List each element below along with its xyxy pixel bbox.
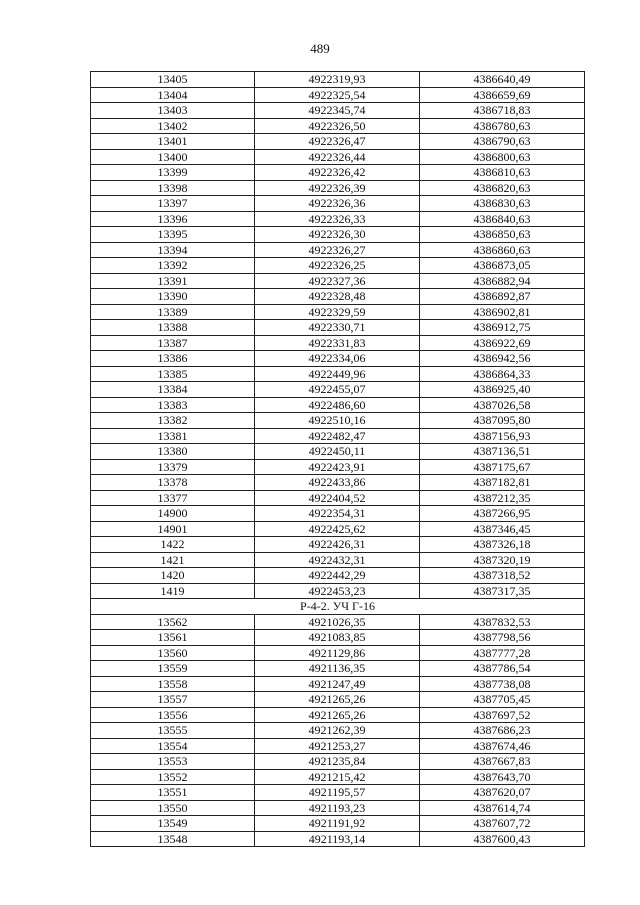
y-coordinate-cell: 4386780,63 bbox=[420, 118, 585, 134]
x-coordinate-cell: 4921265,26 bbox=[255, 707, 420, 723]
point-number-cell: 13555 bbox=[91, 723, 255, 739]
y-coordinate-cell: 4387667,83 bbox=[420, 754, 585, 770]
table-row bbox=[91, 165, 585, 181]
coordinates-table bbox=[90, 71, 585, 847]
point-number-cell: 14900 bbox=[91, 506, 255, 522]
y-coordinate-cell: 4386810,63 bbox=[420, 165, 585, 181]
point-number-cell: 13550 bbox=[91, 800, 255, 816]
table-row bbox=[91, 289, 585, 305]
point-number-cell: 13395 bbox=[91, 227, 255, 243]
point-number-cell: 13381 bbox=[91, 428, 255, 444]
point-number-cell: 1419 bbox=[91, 583, 255, 599]
point-number-cell: 13548 bbox=[91, 831, 255, 847]
point-number-cell: 13397 bbox=[91, 196, 255, 212]
y-coordinate-cell: 4387674,46 bbox=[420, 738, 585, 754]
y-coordinate-cell: 4387738,08 bbox=[420, 676, 585, 692]
point-number-cell: 1420 bbox=[91, 568, 255, 584]
table-row bbox=[91, 196, 585, 212]
y-coordinate-cell: 4386942,56 bbox=[420, 351, 585, 367]
table-row bbox=[91, 459, 585, 475]
table-row bbox=[91, 227, 585, 243]
x-coordinate-cell: 4922326,42 bbox=[255, 165, 420, 181]
coordinates-table-body bbox=[91, 72, 585, 847]
point-number-cell: 13377 bbox=[91, 490, 255, 506]
point-number-cell: 13561 bbox=[91, 630, 255, 646]
table-row bbox=[91, 87, 585, 103]
table-row bbox=[91, 800, 585, 816]
x-coordinate-cell: 4922404,52 bbox=[255, 490, 420, 506]
point-number-cell: 13560 bbox=[91, 645, 255, 661]
x-coordinate-cell: 4922486,60 bbox=[255, 397, 420, 413]
y-coordinate-cell: 4387317,35 bbox=[420, 583, 585, 599]
table-row bbox=[91, 754, 585, 770]
y-coordinate-cell: 4387182,81 bbox=[420, 475, 585, 491]
x-coordinate-cell: 4922450,11 bbox=[255, 444, 420, 460]
x-coordinate-cell: 4922329,59 bbox=[255, 304, 420, 320]
x-coordinate-cell: 4922442,29 bbox=[255, 568, 420, 584]
y-coordinate-cell: 4386659,69 bbox=[420, 87, 585, 103]
table-row bbox=[91, 552, 585, 568]
point-number-cell: 13549 bbox=[91, 816, 255, 832]
y-coordinate-cell: 4386892,87 bbox=[420, 289, 585, 305]
y-coordinate-cell: 4386850,63 bbox=[420, 227, 585, 243]
point-number-cell: 13385 bbox=[91, 366, 255, 382]
table-row bbox=[91, 490, 585, 506]
y-coordinate-cell: 4387095,80 bbox=[420, 413, 585, 429]
x-coordinate-cell: 4922334,06 bbox=[255, 351, 420, 367]
table-row bbox=[91, 211, 585, 227]
point-number-cell: 13403 bbox=[91, 103, 255, 119]
section-heading-row bbox=[91, 599, 585, 615]
y-coordinate-cell: 4387705,45 bbox=[420, 692, 585, 708]
x-coordinate-cell: 4922449,96 bbox=[255, 366, 420, 382]
x-coordinate-cell: 4922326,36 bbox=[255, 196, 420, 212]
y-coordinate-cell: 4387026,58 bbox=[420, 397, 585, 413]
y-coordinate-cell: 4387156,93 bbox=[420, 428, 585, 444]
y-coordinate-cell: 4387266,95 bbox=[420, 506, 585, 522]
point-number-cell: 13553 bbox=[91, 754, 255, 770]
x-coordinate-cell: 4922319,93 bbox=[255, 72, 420, 88]
point-number-cell: 13394 bbox=[91, 242, 255, 258]
x-coordinate-cell: 4922328,48 bbox=[255, 289, 420, 305]
table-row bbox=[91, 258, 585, 274]
y-coordinate-cell: 4387326,18 bbox=[420, 537, 585, 553]
x-coordinate-cell: 4922345,74 bbox=[255, 103, 420, 119]
table-row bbox=[91, 180, 585, 196]
x-coordinate-cell: 4922426,31 bbox=[255, 537, 420, 553]
x-coordinate-cell: 4922326,50 bbox=[255, 118, 420, 134]
x-coordinate-cell: 4921193,23 bbox=[255, 800, 420, 816]
y-coordinate-cell: 4386912,75 bbox=[420, 320, 585, 336]
point-number-cell: 13401 bbox=[91, 134, 255, 150]
table-row bbox=[91, 444, 585, 460]
x-coordinate-cell: 4922455,07 bbox=[255, 382, 420, 398]
table-row bbox=[91, 72, 585, 88]
x-coordinate-cell: 4922325,54 bbox=[255, 87, 420, 103]
point-number-cell: 13392 bbox=[91, 258, 255, 274]
section-heading: Р-4-2. УЧ Г-16 bbox=[91, 599, 585, 615]
y-coordinate-cell: 4387600,43 bbox=[420, 831, 585, 847]
x-coordinate-cell: 4922423,91 bbox=[255, 459, 420, 475]
table-row bbox=[91, 723, 585, 739]
x-coordinate-cell: 4922482,47 bbox=[255, 428, 420, 444]
point-number-cell: 13390 bbox=[91, 289, 255, 305]
table-row bbox=[91, 397, 585, 413]
table-row bbox=[91, 382, 585, 398]
point-number-cell: 1421 bbox=[91, 552, 255, 568]
x-coordinate-cell: 4922453,23 bbox=[255, 583, 420, 599]
x-coordinate-cell: 4921129,86 bbox=[255, 645, 420, 661]
x-coordinate-cell: 4922330,71 bbox=[255, 320, 420, 336]
point-number-cell: 13562 bbox=[91, 614, 255, 630]
x-coordinate-cell: 4922327,36 bbox=[255, 273, 420, 289]
x-coordinate-cell: 4922326,27 bbox=[255, 242, 420, 258]
table-row bbox=[91, 273, 585, 289]
y-coordinate-cell: 4387607,72 bbox=[420, 816, 585, 832]
point-number-cell: 13556 bbox=[91, 707, 255, 723]
y-coordinate-cell: 4386902,81 bbox=[420, 304, 585, 320]
table-row bbox=[91, 242, 585, 258]
point-number-cell: 13398 bbox=[91, 180, 255, 196]
y-coordinate-cell: 4387614,74 bbox=[420, 800, 585, 816]
point-number-cell: 13380 bbox=[91, 444, 255, 460]
point-number-cell: 13404 bbox=[91, 87, 255, 103]
table-row bbox=[91, 475, 585, 491]
y-coordinate-cell: 4386830,63 bbox=[420, 196, 585, 212]
y-coordinate-cell: 4387320,19 bbox=[420, 552, 585, 568]
x-coordinate-cell: 4922425,62 bbox=[255, 521, 420, 537]
y-coordinate-cell: 4386790,63 bbox=[420, 134, 585, 150]
point-number-cell: 13396 bbox=[91, 211, 255, 227]
point-number-cell: 13402 bbox=[91, 118, 255, 134]
table-row bbox=[91, 335, 585, 351]
table-row bbox=[91, 149, 585, 165]
y-coordinate-cell: 4386718,83 bbox=[420, 103, 585, 119]
point-number-cell: 13559 bbox=[91, 661, 255, 677]
x-coordinate-cell: 4922510,16 bbox=[255, 413, 420, 429]
table-row bbox=[91, 707, 585, 723]
table-row bbox=[91, 816, 585, 832]
x-coordinate-cell: 4922326,30 bbox=[255, 227, 420, 243]
table-row bbox=[91, 304, 585, 320]
table-row bbox=[91, 676, 585, 692]
table-row bbox=[91, 506, 585, 522]
x-coordinate-cell: 4921253,27 bbox=[255, 738, 420, 754]
y-coordinate-cell: 4387786,54 bbox=[420, 661, 585, 677]
table-row bbox=[91, 583, 585, 599]
y-coordinate-cell: 4386925,40 bbox=[420, 382, 585, 398]
x-coordinate-cell: 4922326,39 bbox=[255, 180, 420, 196]
table-row bbox=[91, 413, 585, 429]
x-coordinate-cell: 4922326,33 bbox=[255, 211, 420, 227]
x-coordinate-cell: 4921265,26 bbox=[255, 692, 420, 708]
table-row bbox=[91, 692, 585, 708]
x-coordinate-cell: 4922326,44 bbox=[255, 149, 420, 165]
x-coordinate-cell: 4921195,57 bbox=[255, 785, 420, 801]
x-coordinate-cell: 4921026,35 bbox=[255, 614, 420, 630]
point-number-cell: 13391 bbox=[91, 273, 255, 289]
table-row bbox=[91, 661, 585, 677]
table-row bbox=[91, 521, 585, 537]
y-coordinate-cell: 4387697,52 bbox=[420, 707, 585, 723]
y-coordinate-cell: 4387212,35 bbox=[420, 490, 585, 506]
point-number-cell: 13557 bbox=[91, 692, 255, 708]
x-coordinate-cell: 4922433,86 bbox=[255, 475, 420, 491]
x-coordinate-cell: 4921191,92 bbox=[255, 816, 420, 832]
y-coordinate-cell: 4386840,63 bbox=[420, 211, 585, 227]
y-coordinate-cell: 4387620,07 bbox=[420, 785, 585, 801]
point-number-cell: 13386 bbox=[91, 351, 255, 367]
x-coordinate-cell: 4921247,49 bbox=[255, 676, 420, 692]
y-coordinate-cell: 4386922,69 bbox=[420, 335, 585, 351]
table-row bbox=[91, 134, 585, 150]
point-number-cell: 1422 bbox=[91, 537, 255, 553]
point-number-cell: 13387 bbox=[91, 335, 255, 351]
table-row bbox=[91, 351, 585, 367]
x-coordinate-cell: 4921136,35 bbox=[255, 661, 420, 677]
point-number-cell: 13384 bbox=[91, 382, 255, 398]
x-coordinate-cell: 4921083,85 bbox=[255, 630, 420, 646]
x-coordinate-cell: 4922354,31 bbox=[255, 506, 420, 522]
x-coordinate-cell: 4922326,25 bbox=[255, 258, 420, 274]
y-coordinate-cell: 4386864,33 bbox=[420, 366, 585, 382]
y-coordinate-cell: 4386640,49 bbox=[420, 72, 585, 88]
x-coordinate-cell: 4922326,47 bbox=[255, 134, 420, 150]
point-number-cell: 13400 bbox=[91, 149, 255, 165]
table-row bbox=[91, 568, 585, 584]
point-number-cell: 13382 bbox=[91, 413, 255, 429]
table-row bbox=[91, 645, 585, 661]
y-coordinate-cell: 4386800,63 bbox=[420, 149, 585, 165]
table-row bbox=[91, 769, 585, 785]
table-row bbox=[91, 537, 585, 553]
table-row bbox=[91, 831, 585, 847]
point-number-cell: 13389 bbox=[91, 304, 255, 320]
point-number-cell: 13558 bbox=[91, 676, 255, 692]
point-number-cell: 13378 bbox=[91, 475, 255, 491]
point-number-cell: 13383 bbox=[91, 397, 255, 413]
y-coordinate-cell: 4387136,51 bbox=[420, 444, 585, 460]
table-row bbox=[91, 614, 585, 630]
y-coordinate-cell: 4387643,70 bbox=[420, 769, 585, 785]
y-coordinate-cell: 4386882,94 bbox=[420, 273, 585, 289]
point-number-cell: 13388 bbox=[91, 320, 255, 336]
point-number-cell: 13405 bbox=[91, 72, 255, 88]
x-coordinate-cell: 4921215,42 bbox=[255, 769, 420, 785]
table-row bbox=[91, 428, 585, 444]
y-coordinate-cell: 4386820,63 bbox=[420, 180, 585, 196]
table-row bbox=[91, 785, 585, 801]
y-coordinate-cell: 4387798,56 bbox=[420, 630, 585, 646]
point-number-cell: 13552 bbox=[91, 769, 255, 785]
y-coordinate-cell: 4386860,63 bbox=[420, 242, 585, 258]
x-coordinate-cell: 4921193,14 bbox=[255, 831, 420, 847]
point-number-cell: 13551 bbox=[91, 785, 255, 801]
table-row bbox=[91, 366, 585, 382]
table-row bbox=[91, 630, 585, 646]
y-coordinate-cell: 4387686,23 bbox=[420, 723, 585, 739]
table-row bbox=[91, 118, 585, 134]
y-coordinate-cell: 4387777,28 bbox=[420, 645, 585, 661]
x-coordinate-cell: 4922432,31 bbox=[255, 552, 420, 568]
table-row bbox=[91, 103, 585, 119]
page-number: 489 bbox=[310, 41, 330, 56]
y-coordinate-cell: 4387346,45 bbox=[420, 521, 585, 537]
point-number-cell: 13379 bbox=[91, 459, 255, 475]
x-coordinate-cell: 4922331,83 bbox=[255, 335, 420, 351]
x-coordinate-cell: 4921262,39 bbox=[255, 723, 420, 739]
table-row bbox=[91, 738, 585, 754]
y-coordinate-cell: 4386873,05 bbox=[420, 258, 585, 274]
point-number-cell: 14901 bbox=[91, 521, 255, 537]
y-coordinate-cell: 4387175,67 bbox=[420, 459, 585, 475]
point-number-cell: 13399 bbox=[91, 165, 255, 181]
y-coordinate-cell: 4387832,53 bbox=[420, 614, 585, 630]
x-coordinate-cell: 4921235,84 bbox=[255, 754, 420, 770]
point-number-cell: 13554 bbox=[91, 738, 255, 754]
table-row bbox=[91, 320, 585, 336]
y-coordinate-cell: 4387318,52 bbox=[420, 568, 585, 584]
